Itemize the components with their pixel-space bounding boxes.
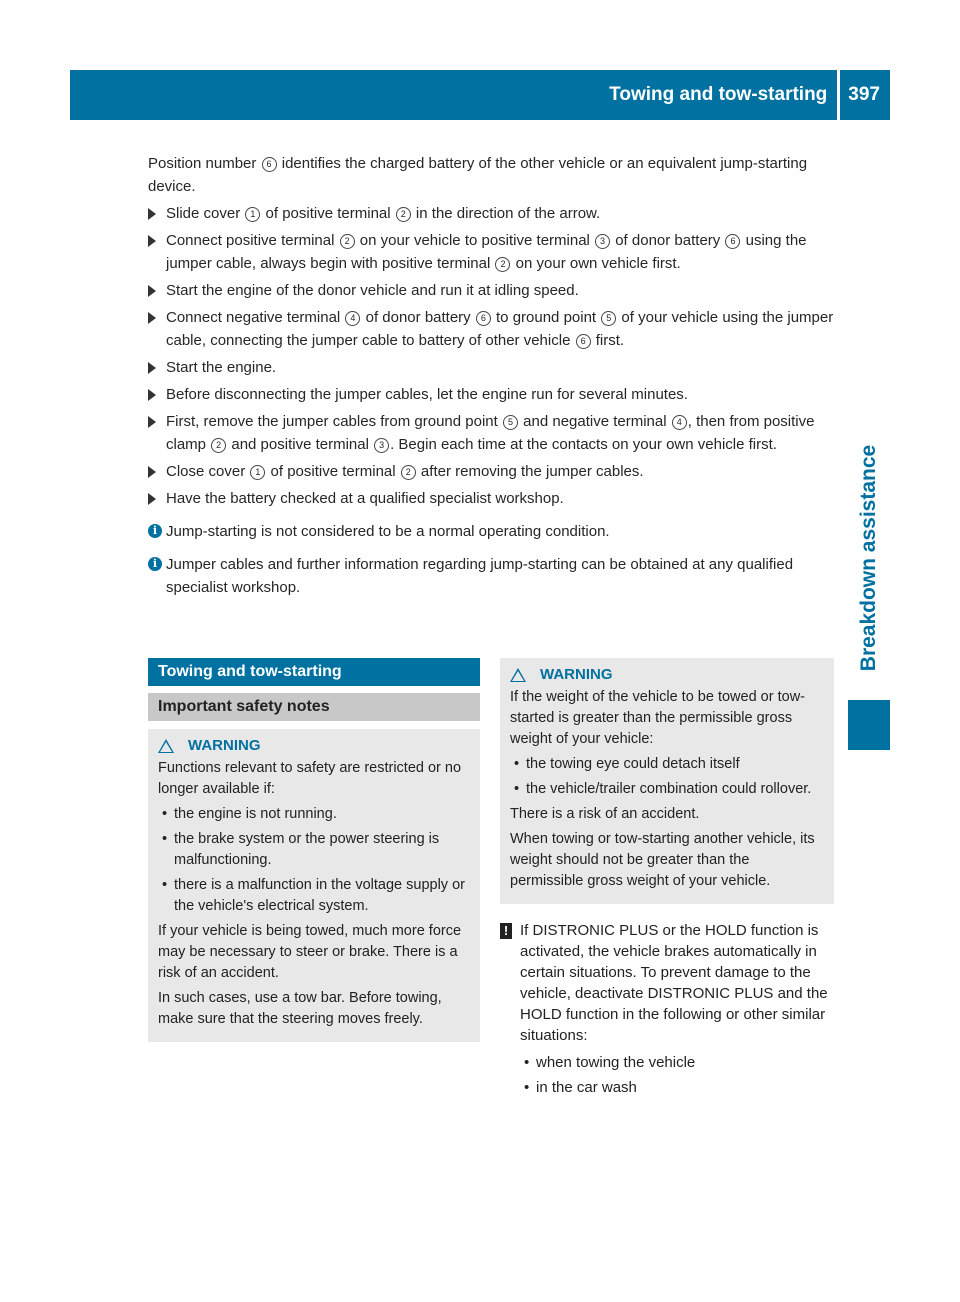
step-text: of donor battery	[361, 309, 475, 326]
step-text: of positive terminal	[261, 205, 395, 222]
step-arrow-icon	[148, 493, 156, 505]
warning-triangle-icon	[158, 739, 174, 753]
intro-text-after: identifies the charged battery of the other vehicle or an equivalent jump-starting device.	[148, 155, 808, 195]
note-text: If DISTRONIC PLUS or the HOLD function is activated, the vehicle brakes automatically in certain situations. To prevent damage to the vehicle, deactivate DISTRONIC PLUS and the HOLD function in the following or other similar situations:	[520, 922, 828, 1044]
warning-triangle-icon	[510, 668, 526, 682]
step-text: to ground point	[491, 309, 601, 326]
step-arrow-icon	[148, 208, 156, 220]
page-number: 397	[848, 84, 880, 105]
warning-para-1: There is a risk of an accident.	[510, 806, 700, 822]
warning-label: WARNING	[188, 737, 261, 754]
info-note	[148, 553, 838, 599]
info-text: Jumper cables and further information regarding jump-starting can be obtained at any qualified specialist workshop.	[166, 556, 794, 596]
step-item	[148, 279, 838, 302]
bullet-item: • the engine is not running.	[158, 804, 470, 825]
warning-para-2: In such cases, use a tow bar. Before towing, make sure that the steering moves freely.	[158, 990, 442, 1027]
warning-box-safety	[148, 729, 480, 1042]
step-text: , then from positive clamp	[166, 413, 815, 453]
info-icon: i	[148, 557, 162, 571]
warning-box-weight	[500, 658, 834, 904]
bullet-item: • when towing the vehicle	[520, 1052, 834, 1073]
bullet-item: • in the car wash	[520, 1077, 834, 1098]
callout-number: 2	[340, 234, 355, 249]
callout-number: 2	[401, 465, 416, 480]
step-item	[148, 202, 838, 225]
bullet-item: • there is a malfunction in the voltage supply or the vehicle's electrical system.	[158, 875, 470, 917]
warning-bullets	[158, 804, 470, 917]
step-text: of donor battery	[611, 232, 725, 249]
note-bullets	[520, 1052, 834, 1098]
callout-number: 4	[345, 311, 360, 326]
info-icon: i	[148, 524, 162, 538]
step-item	[148, 460, 838, 483]
step-text: first.	[591, 332, 625, 349]
right-column	[500, 658, 834, 1102]
bullet-item: • the vehicle/trailer combination could rollover.	[510, 779, 824, 800]
step-text: Have the battery checked at a qualified specialist workshop.	[166, 490, 564, 507]
step-arrow-icon	[148, 285, 156, 297]
bullet-item: • the towing eye could detach itself	[510, 754, 824, 775]
warning-para-1: If your vehicle is being towed, much more force may be necessary to steer or brake. There is a risk of an accident.	[158, 923, 462, 981]
subsection-title: Important safety notes	[148, 693, 480, 721]
callout-number: 2	[211, 438, 226, 453]
info-notes	[148, 520, 838, 599]
header-title: Towing and tow-starting	[609, 84, 828, 105]
step-text: . Begin each time at the contacts on your own vehicle first.	[390, 436, 777, 453]
callout-number: 4	[672, 415, 687, 430]
warning-bullets	[510, 754, 824, 800]
chapter-tab-marker	[848, 700, 890, 750]
step-text: of positive terminal	[266, 463, 400, 480]
chapter-tab	[848, 430, 890, 685]
step-text: and negative terminal	[518, 413, 671, 430]
warning-heading	[158, 735, 470, 756]
callout-number: 6	[262, 157, 277, 172]
warning-label: WARNING	[540, 666, 613, 683]
callout-number: 1	[245, 207, 260, 222]
step-text: Slide cover	[166, 205, 245, 222]
step-item	[148, 383, 838, 406]
step-text: using the jumper cable, always begin with positive terminal	[166, 232, 807, 272]
step-text: on your vehicle to positive terminal	[355, 232, 595, 249]
step-text: Close cover	[166, 463, 250, 480]
page-header	[70, 70, 890, 120]
callout-number: 5	[601, 311, 616, 326]
step-text: Connect positive terminal	[166, 232, 339, 249]
warning-lead: Functions relevant to safety are restricted or no longer available if:	[158, 760, 462, 797]
step-text: First, remove the jumper cables from ground point	[166, 413, 502, 430]
callout-number: 6	[576, 334, 591, 349]
damage-note	[500, 920, 834, 1098]
step-text: after removing the jumper cables.	[416, 463, 644, 480]
step-text: Start the engine.	[166, 359, 277, 376]
step-text: Before disconnecting the jumper cables, let the engine run for several minutes.	[166, 386, 688, 403]
step-list	[148, 202, 838, 510]
step-item	[148, 487, 838, 510]
callout-number: 3	[374, 438, 389, 453]
step-text: Start the engine of the donor vehicle and run it at idling speed.	[166, 282, 579, 299]
warning-lead: If the weight of the vehicle to be towed or tow-started is greater than the permissible gross weight of your vehicle:	[510, 689, 805, 747]
warning-heading	[510, 664, 824, 685]
step-arrow-icon	[148, 312, 156, 324]
callout-number: 3	[595, 234, 610, 249]
step-item	[148, 356, 838, 379]
step-text: on your own vehicle first.	[511, 255, 681, 272]
step-text: and positive terminal	[227, 436, 374, 453]
callout-number: 6	[725, 234, 740, 249]
callout-number: 2	[495, 257, 510, 272]
bullet-item: • the brake system or the power steering is malfunctioning.	[158, 829, 470, 871]
info-text: Jump-starting is not considered to be a normal operating condition.	[166, 523, 610, 540]
jump-start-instructions	[148, 152, 838, 599]
step-item	[148, 306, 838, 352]
step-arrow-icon	[148, 235, 156, 247]
info-note	[148, 520, 838, 543]
step-arrow-icon	[148, 466, 156, 478]
section-title: Towing and tow-starting	[148, 658, 480, 686]
step-item	[148, 410, 838, 456]
step-arrow-icon	[148, 362, 156, 374]
step-text: of your vehicle using the jumper cable, connecting the jumper cable to battery of other vehicle	[166, 309, 834, 349]
left-column	[148, 658, 480, 1042]
intro-paragraph	[148, 152, 838, 198]
callout-number: 5	[503, 415, 518, 430]
chapter-tab-label: Breakdown assistance	[857, 444, 880, 671]
step-text: Connect negative terminal	[166, 309, 345, 326]
callout-number: 6	[476, 311, 491, 326]
callout-number: 1	[250, 465, 265, 480]
intro-text-before: Position number	[148, 155, 261, 172]
step-arrow-icon	[148, 416, 156, 428]
warning-para-2: When towing or tow-starting another vehicle, its weight should not be greater than the permissible gross weight of your vehicle.	[510, 831, 815, 889]
step-arrow-icon	[148, 389, 156, 401]
exclamation-icon: !	[500, 923, 512, 939]
step-item	[148, 229, 838, 275]
step-text: in the direction of the arrow.	[411, 205, 601, 222]
callout-number: 2	[396, 207, 411, 222]
